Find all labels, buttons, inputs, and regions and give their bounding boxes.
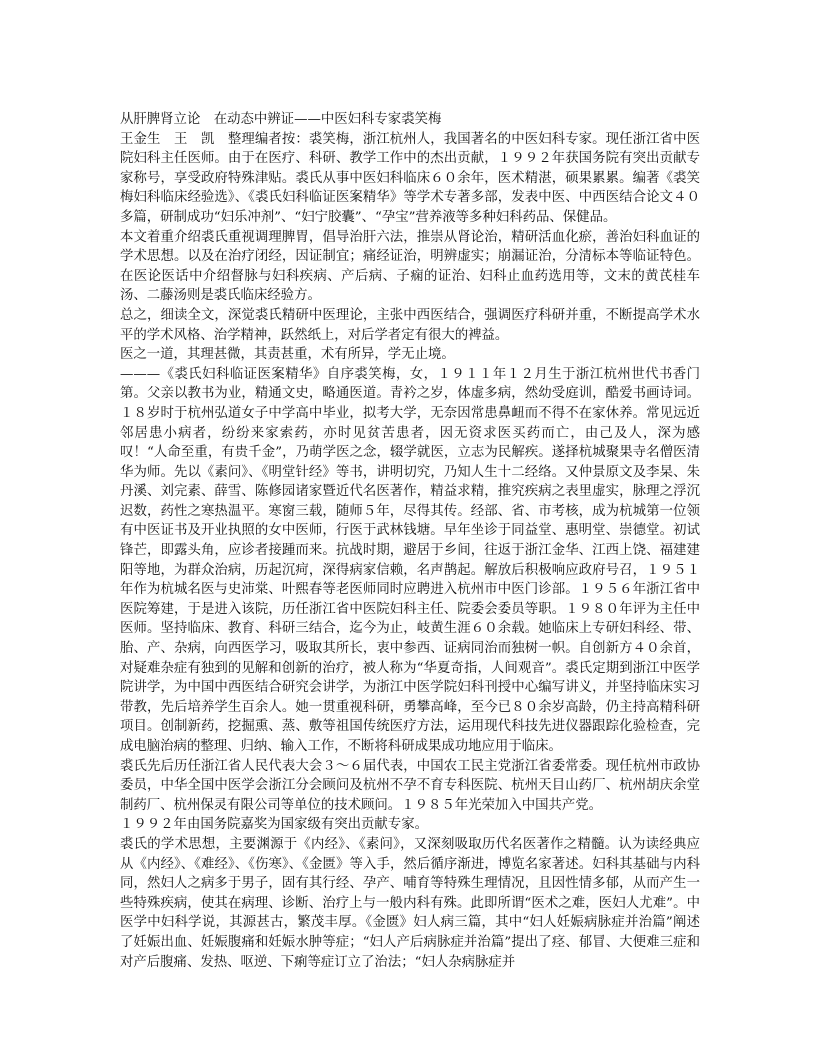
paragraph-summary: 本文着重介绍裘氏重视调理脾胃，倡导治肝六法，推崇从肾论治，精研活血化瘀，善治妇科血证的学术思想。以及在治疗闭经，因证制宜；痛经证治，明辨虚实；崩漏证治，分清标本等临证特色。在医论医话中介绍督脉与妇科疾病、产后病、子痫的证治、妇科止血药选用等，文末的黄芪桂车汤、二藤汤则是裘氏临床经验方。 bbox=[120, 229, 700, 304]
paragraph-academic-thought: 裘氏的学术思想，主要渊源于《内经》、《素问》，又深刻吸取历代名医著作之精髓。认为读经典应从《内经》、《难经》、《伤寒》、《金匮》等入手，然后循序渐进，博览名家著述。妇科其基础与内科同，然妇人之病多于男子，固有其行经、孕产、哺育等特殊生理情况，且因性情多郁，从而产生一些特殊疾病，使其在病理、诊断、治疗上与一般内科有殊。此即所谓“医术之难，医妇人尤难”。中医学中妇科学说，其源甚古，繁茂丰厚。《金匮》妇人病三篇，其中“妇人妊娠病脉症并治篇”阐述了妊娠出血、妊娠腹痛和妊娠水肿等症；“妇人产后病脉症并治篇”提出了痉、郁冒、大便难三症和对产后腹痛、发热、呕逆、下痢等症订立了治法；“妇人杂病脉症并 bbox=[120, 836, 700, 970]
paragraph-quote: 医之一道，其理甚微，其责甚重，术有所异，学无止境。 bbox=[120, 347, 455, 363]
paragraph-biography: ———《裘氏妇科临证医案精华》自序裘笑梅，女，１９１１年１２月生于浙江杭州世代书香门第。父亲以教书为业，精通文史，略通医道。青衿之岁，体虚多病，然幼受庭训，酷爱书画诗词。１８岁时于杭州弘道女子中学高中毕业，拟考大学，无奈因常患鼻衄而不得不在家休养。常见远近邻居患小病者，纷纷来家索药，亦时见贫苦患者，因无资求医买药而亡，由己及人，深为感叹！“人命至重，有贵千金”，乃萌学医之念，辍学就医，立志为民解疾。遂择杭城聚果寺名僧医清华为师。先以《素问》、《明堂针经》等书，讲明切究，乃知人生十二经络。又仲景原文及李杲、朱丹溪、刘完素、薛雪、陈修园诸家暨近代名医著作，精益求精，推究疾病之表里虚实，脉理之浮沉迟数，药性之寒热温平。寒窗三载，随师５年，尽得其传。经部、省、市考核，成为杭城第一位领有中医证书及开业执照的女中医师，行医于武林钱塘。早年坐诊于同益堂、惠明堂、崇德堂。初试锋芒，即露头角，应诊者接踵而来。抗战时期，避居于乡间，往返于浙江金华、江西上饶、福建建阳等地，为群众治病，历起沉疴，深得病家信赖，名声鹊起。解放后积极响应政府号召，１９５１年作为杭城名医与史沛棠、叶熙春等老医师同时应聘进入杭州市中医门诊部。１９５６年浙江省中医院筹建，于是进入该院，历任浙江省中医院妇科主任、院委会委员等职。１９８０年评为主任中医师。坚持临床、教育、科研三结合，迄今为止，岐黄生涯６０余载。她临床上专研妇科经、带、胎、产、杂病，向西医学习，吸取其所长，衷中参西、证病同治而独树一帜。自创新方４０余首，对疑难杂症有独到的见解和创新的治疗，被人称为“华夏奇指，人间观音”。裘氏定期到浙江中医学院讲学，为中国中西医结合研究会讲学，为浙江中医学院妇科刊授中心编写讲义，并坚持临床实习带教，先后培养学生百余人。她一贯重视科研，勇攀高峰，至今已８０余岁高龄，仍主持高精科研项目。创制新药，挖掘熏、蒸、敷等祖国传统医疗方法，运用现代科技先进仪器跟踪化验检查，完成电脑治病的整理、归纳、输入工作，不断将科研成果成功地应用于临床。 bbox=[120, 366, 700, 754]
article-title: 从肝脾肾立论 在动态中辨证——中医妇科专家裘笑梅 bbox=[120, 112, 442, 127]
paragraph-positions: 裘氏先后历任浙江省人民代表大会３～６届代表，中国农工民主党浙江省委常委。现任杭州市政协委员，中华全国中医学会浙江分会顾问及杭州不孕不育专科医院、杭州天目山药厂、杭州胡庆余堂制药厂、杭州保灵有限公司等单位的技术顾问。１９８５年光荣加入中国共产党。 bbox=[120, 758, 700, 813]
paragraph-editor-note: 王金生 王 凯 整理编者按：裘笑梅，浙江杭州人，我国著名的中医妇科专家。现任浙江省中医院妇科主任医师。由于在医疗、科研、教学工作中的杰出贡献，１９９２年获国务院有突出贡献专家称号，享受政府特殊津贴。裘氏从事中医妇科临床６０余年，医术精湛，硕果累累。编著《裘笑梅妇科临床经验选》、《裘氏妇科临证医案精华》等学术专著多部，发表中医、中西医结合论文４０多篇，研制成功“妇乐冲剂”、“妇宁胶囊”、“孕宝”营养液等多种妇科药品、保健品。 bbox=[120, 131, 700, 225]
paragraph-award: １９９２年由国务院嘉奖为国家级有突出贡献专家。 bbox=[120, 817, 428, 833]
document-page bbox=[120, 110, 700, 972]
paragraph-conclusion: 总之，细读全文，深觉裘氏精研中医理论，主张中西医结合，强调医疗科研并重，不断提高学术水平的学术风格、治学精神，跃然纸上，对后学者定有很大的裨益。 bbox=[120, 307, 700, 343]
